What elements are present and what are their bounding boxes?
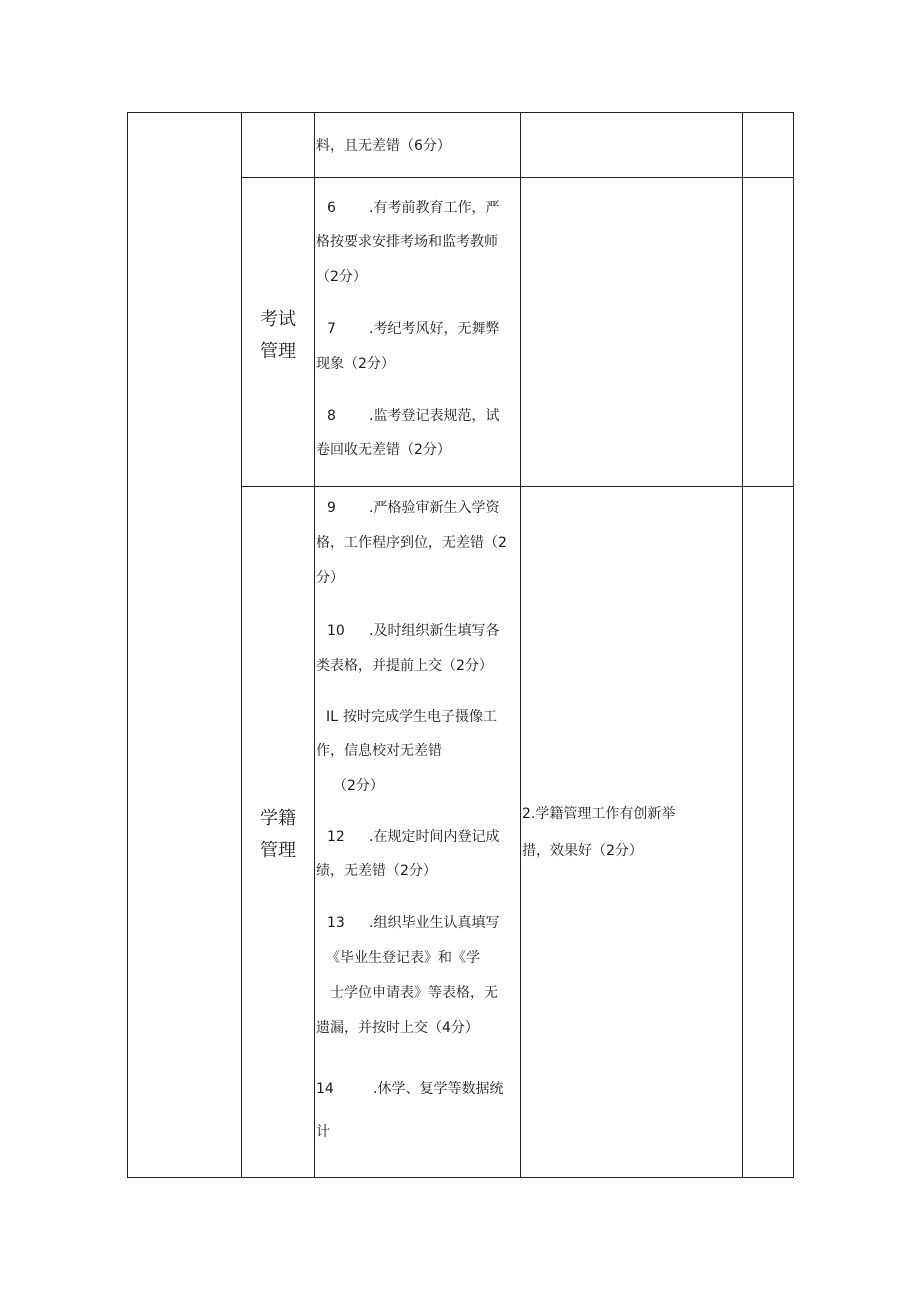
criteria-item	[327, 199, 499, 217]
category-line: 考试	[260, 309, 296, 330]
row-divider	[241, 177, 794, 178]
column-divider	[314, 112, 315, 1178]
criteria-item	[327, 914, 499, 932]
criteria-item	[326, 708, 497, 726]
category-line: 管理	[260, 840, 296, 861]
criteria-text: 作，信息校对无差错	[316, 743, 442, 759]
criteria-text: 料，且无差错（6分）	[316, 138, 451, 154]
criteria-item	[327, 828, 499, 846]
criteria-item	[327, 622, 499, 640]
criteria-text: 格按要求安排考场和监考教师	[316, 234, 498, 250]
item-text: .及时组织新生填写各	[369, 623, 500, 639]
criteria-text: 格，工作程序到位，无差错（2	[316, 535, 507, 551]
column-divider	[241, 112, 242, 1178]
item-text: .有考前教育工作，严	[369, 200, 500, 216]
criteria-item	[327, 499, 499, 517]
criteria-text: （2分）	[333, 778, 384, 794]
criteria-text: 分）	[316, 570, 344, 586]
criteria-item	[316, 1080, 503, 1098]
criteria-text: 现象（2分）	[316, 356, 395, 372]
criteria-text: 绩，无差错（2分）	[316, 863, 437, 879]
item-number: 14	[316, 1081, 334, 1097]
item-text: .严格验审新生入学资	[369, 500, 500, 516]
bonus-criteria-text: 措，效果好（2分）	[522, 843, 643, 859]
category-line: 管理	[260, 341, 296, 362]
criteria-text: 计	[316, 1124, 330, 1140]
criteria-item	[327, 320, 499, 338]
row-divider	[241, 486, 794, 487]
bonus-criteria-text: 2.学籍管理工作有创新举	[522, 806, 676, 822]
column-divider	[520, 112, 521, 1178]
item-number: IL	[326, 709, 338, 725]
item-number: 9	[327, 500, 336, 516]
criteria-text: 卷回收无差错（2分）	[316, 442, 451, 458]
item-text: .考纪考风好，无舞弊	[369, 321, 500, 337]
item-number: 6	[327, 200, 336, 216]
category-exam-management	[248, 304, 308, 368]
criteria-text: （2分）	[316, 269, 367, 285]
criteria-item	[327, 407, 499, 425]
item-text: .在规定时间内登记成	[369, 829, 500, 845]
criteria-text: 遗漏，并按时上交（4分）	[316, 1020, 479, 1036]
item-number: 10	[327, 623, 345, 639]
item-text: .监考登记表规范，试	[369, 408, 500, 424]
item-number: 13	[327, 915, 345, 931]
item-text: 按时完成学生电子摄像工	[343, 709, 497, 725]
item-number: 8	[327, 408, 336, 424]
item-text: .组织毕业生认真填写	[369, 915, 500, 931]
category-registry-management	[248, 803, 308, 867]
criteria-text: 士学位申请表》等表格，无	[330, 985, 498, 1001]
item-text: .休学、复学等数据统	[373, 1081, 504, 1097]
item-number: 12	[327, 829, 345, 845]
criteria-text: 类表格，并提前上交（2分）	[316, 658, 493, 674]
column-divider	[742, 112, 743, 1178]
category-line: 学籍	[260, 808, 296, 829]
item-number: 7	[327, 321, 336, 337]
criteria-text: 《毕业生登记表》和《学	[326, 950, 480, 966]
